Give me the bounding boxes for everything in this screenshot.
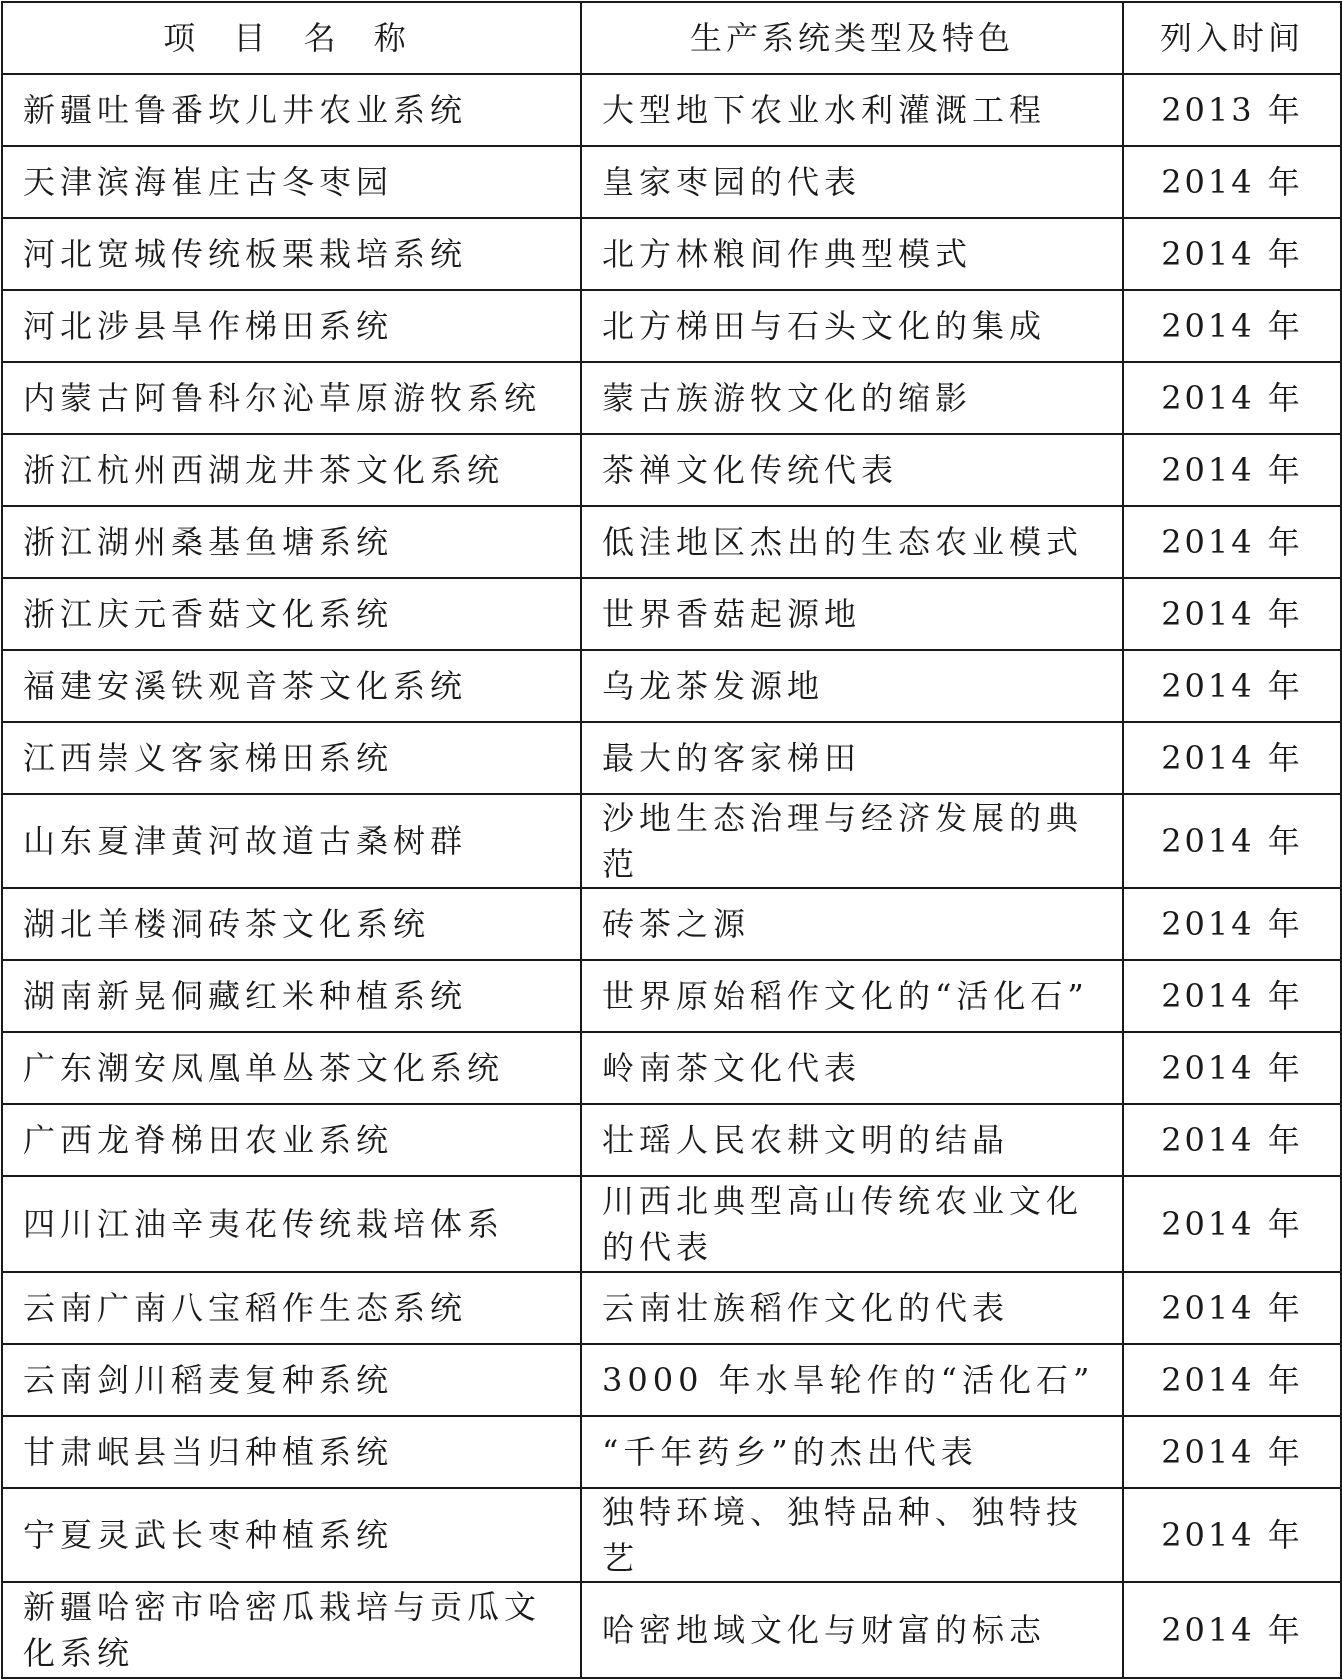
system-type-cell: 低洼地区杰出的生态农业模式 bbox=[581, 506, 1123, 578]
table-row bbox=[2, 722, 1341, 794]
system-type-cell: 最大的客家梯田 bbox=[581, 722, 1123, 794]
table-row bbox=[2, 362, 1341, 434]
header-system-type: 生产系统类型及特色 bbox=[581, 2, 1123, 74]
project-name-cell: 甘肃岷县当归种植系统 bbox=[2, 1416, 581, 1488]
project-name-cell: 广西龙脊梯田农业系统 bbox=[2, 1104, 581, 1176]
listing-year-cell: 2013 年 bbox=[1123, 74, 1341, 146]
project-name-cell: 河北宽城传统板栗栽培系统 bbox=[2, 218, 581, 290]
listing-year-cell: 2014 年 bbox=[1123, 650, 1341, 722]
table-row bbox=[2, 1344, 1341, 1416]
table-row bbox=[2, 1272, 1341, 1344]
table-row bbox=[2, 888, 1341, 960]
table-row bbox=[2, 1032, 1341, 1104]
project-name-cell: 广东潮安凤凰单丛茶文化系统 bbox=[2, 1032, 581, 1104]
listing-year-cell: 2014 年 bbox=[1123, 1488, 1341, 1582]
listing-year-cell: 2014 年 bbox=[1123, 960, 1341, 1032]
listing-year-cell: 2014 年 bbox=[1123, 1032, 1341, 1104]
table-row bbox=[2, 74, 1341, 146]
system-type-cell: 哈密地域文化与财富的标志 bbox=[581, 1582, 1123, 1678]
system-type-cell: 世界香菇起源地 bbox=[581, 578, 1123, 650]
listing-year-cell: 2014 年 bbox=[1123, 434, 1341, 506]
project-name-cell: 浙江湖州桑基鱼塘系统 bbox=[2, 506, 581, 578]
listing-year-cell: 2014 年 bbox=[1123, 794, 1341, 888]
header-listing-year: 列入时间 bbox=[1123, 2, 1341, 74]
listing-year-cell: 2014 年 bbox=[1123, 146, 1341, 218]
table-row bbox=[2, 434, 1341, 506]
listing-year-cell: 2014 年 bbox=[1123, 1272, 1341, 1344]
project-name-cell: 内蒙古阿鲁科尔沁草原游牧系统 bbox=[2, 362, 581, 434]
table-header bbox=[2, 2, 1341, 74]
system-type-cell: 北方林粮间作典型模式 bbox=[581, 218, 1123, 290]
listing-year-cell: 2014 年 bbox=[1123, 888, 1341, 960]
system-type-cell: 3000 年水旱轮作的“活化石” bbox=[581, 1344, 1123, 1416]
listing-year-cell: 2014 年 bbox=[1123, 578, 1341, 650]
table-row bbox=[2, 218, 1341, 290]
listing-year-cell: 2014 年 bbox=[1123, 218, 1341, 290]
system-type-cell: 独特环境、独特品种、独特技艺 bbox=[581, 1488, 1123, 1582]
project-name-cell: 湖南新晃侗藏红米种植系统 bbox=[2, 960, 581, 1032]
system-type-cell: 乌龙茶发源地 bbox=[581, 650, 1123, 722]
agricultural-heritage-table bbox=[1, 1, 1342, 1679]
system-type-cell: 北方梯田与石头文化的集成 bbox=[581, 290, 1123, 362]
system-type-cell: 大型地下农业水利灌溉工程 bbox=[581, 74, 1123, 146]
system-type-cell: 世界原始稻作文化的“活化石” bbox=[581, 960, 1123, 1032]
system-type-cell: 皇家枣园的代表 bbox=[581, 146, 1123, 218]
listing-year-cell: 2014 年 bbox=[1123, 1344, 1341, 1416]
header-project-name: 项 目 名 称 bbox=[2, 2, 581, 74]
table-row bbox=[2, 1104, 1341, 1176]
project-name-cell: 四川江油辛夷花传统栽培体系 bbox=[2, 1176, 581, 1272]
table-row bbox=[2, 1488, 1341, 1582]
listing-year-cell: 2014 年 bbox=[1123, 1416, 1341, 1488]
project-name-cell: 新疆吐鲁番坎儿井农业系统 bbox=[2, 74, 581, 146]
listing-year-cell: 2014 年 bbox=[1123, 506, 1341, 578]
listing-year-cell: 2014 年 bbox=[1123, 722, 1341, 794]
table-row bbox=[2, 506, 1341, 578]
system-type-cell: 云南壮族稻作文化的代表 bbox=[581, 1272, 1123, 1344]
project-name-cell: 江西崇义客家梯田系统 bbox=[2, 722, 581, 794]
table-row bbox=[2, 146, 1341, 218]
table-row bbox=[2, 1416, 1341, 1488]
project-name-cell: 宁夏灵武长枣种植系统 bbox=[2, 1488, 581, 1582]
listing-year-cell: 2014 年 bbox=[1123, 1104, 1341, 1176]
table-row bbox=[2, 1176, 1341, 1272]
header-row bbox=[2, 2, 1341, 74]
project-name-cell: 河北涉县旱作梯田系统 bbox=[2, 290, 581, 362]
listing-year-cell: 2014 年 bbox=[1123, 1582, 1341, 1678]
table-row bbox=[2, 578, 1341, 650]
system-type-cell: 沙地生态治理与经济发展的典范 bbox=[581, 794, 1123, 888]
project-name-cell: 天津滨海崔庄古冬枣园 bbox=[2, 146, 581, 218]
project-name-cell: 山东夏津黄河故道古桑树群 bbox=[2, 794, 581, 888]
system-type-cell: 砖茶之源 bbox=[581, 888, 1123, 960]
system-type-cell: 岭南茶文化代表 bbox=[581, 1032, 1123, 1104]
table-row bbox=[2, 650, 1341, 722]
system-type-cell: 壮瑶人民农耕文明的结晶 bbox=[581, 1104, 1123, 1176]
table-body bbox=[2, 74, 1341, 1678]
system-type-cell: 蒙古族游牧文化的缩影 bbox=[581, 362, 1123, 434]
project-name-cell: 浙江杭州西湖龙井茶文化系统 bbox=[2, 434, 581, 506]
system-type-cell: 川西北典型高山传统农业文化的代表 bbox=[581, 1176, 1123, 1272]
table-row bbox=[2, 1582, 1341, 1678]
project-name-cell: 新疆哈密市哈密瓜栽培与贡瓜文化系统 bbox=[2, 1582, 581, 1678]
project-name-cell: 福建安溪铁观音茶文化系统 bbox=[2, 650, 581, 722]
project-name-cell: 湖北羊楼洞砖茶文化系统 bbox=[2, 888, 581, 960]
listing-year-cell: 2014 年 bbox=[1123, 290, 1341, 362]
table-row bbox=[2, 960, 1341, 1032]
project-name-cell: 云南广南八宝稻作生态系统 bbox=[2, 1272, 581, 1344]
system-type-cell: 茶禅文化传统代表 bbox=[581, 434, 1123, 506]
system-type-cell: “千年药乡”的杰出代表 bbox=[581, 1416, 1123, 1488]
table-row bbox=[2, 290, 1341, 362]
listing-year-cell: 2014 年 bbox=[1123, 362, 1341, 434]
project-name-cell: 浙江庆元香菇文化系统 bbox=[2, 578, 581, 650]
project-name-cell: 云南剑川稻麦复种系统 bbox=[2, 1344, 581, 1416]
table-row bbox=[2, 794, 1341, 888]
listing-year-cell: 2014 年 bbox=[1123, 1176, 1341, 1272]
